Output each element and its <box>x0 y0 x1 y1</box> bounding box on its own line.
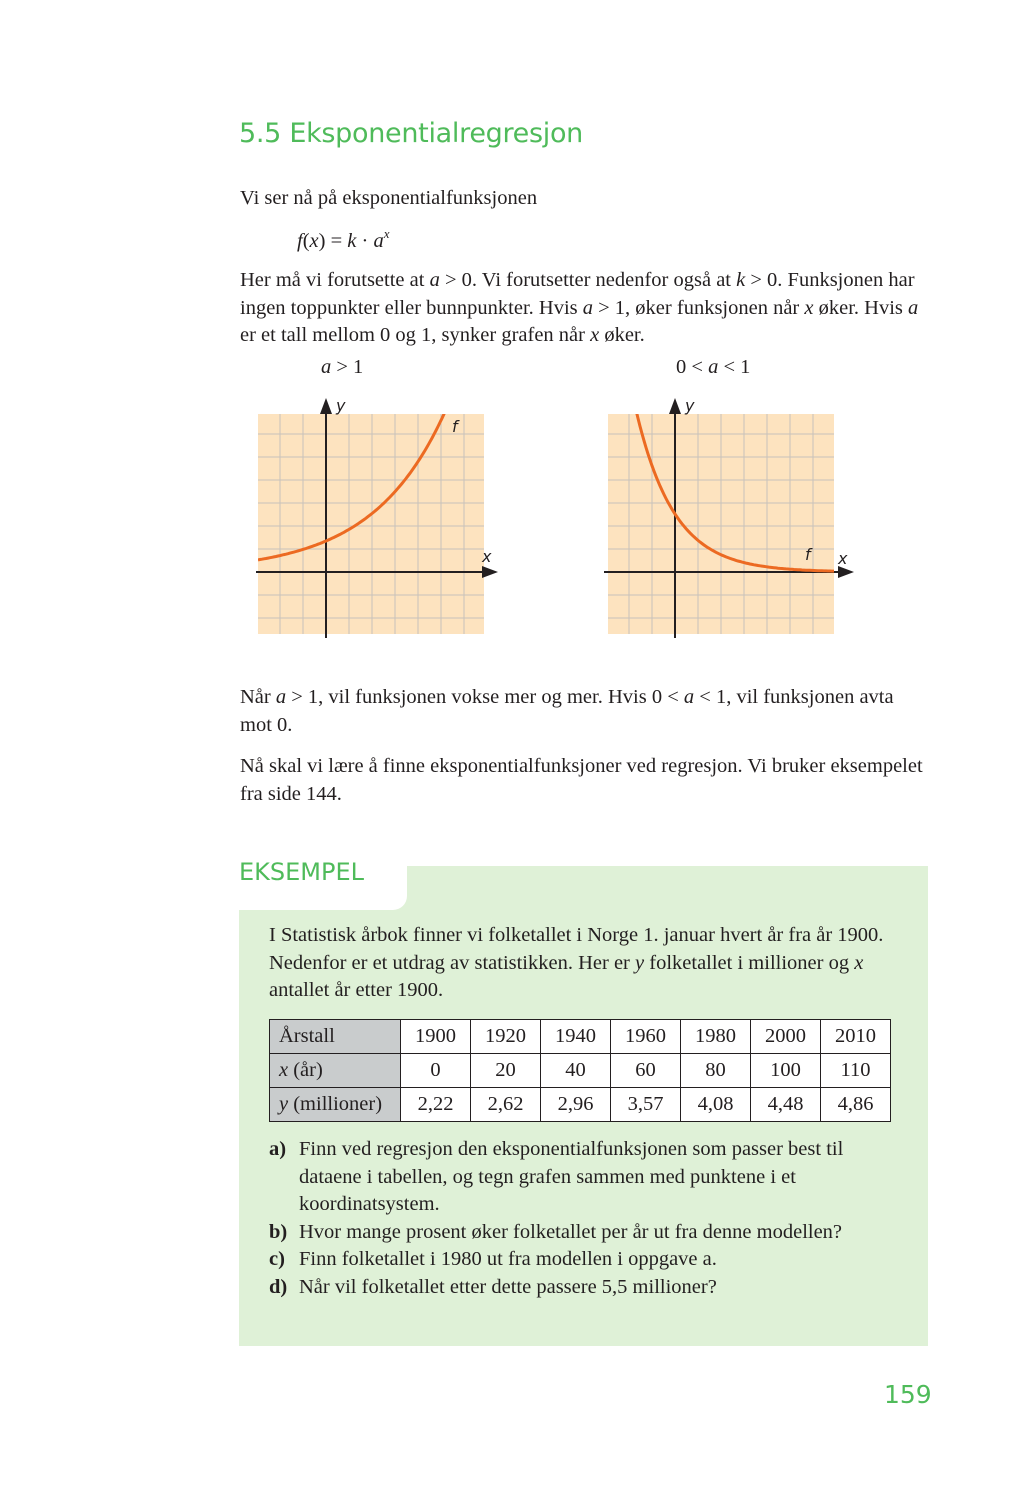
assumption-paragraph: Her må vi forutsette at a > 0. Vi forutsetter nedenfor også at k > 0. Funksjonen har ingen toppunkter eller bunnpunkter. Hvis a > 1, øker funksjonen når x øker. Hvis a er et tall mellom 0 og 1, synker grafen når x øker. <box>240 269 919 346</box>
row-header-y: y (millioner) <box>270 1088 401 1122</box>
table-cell: 4,86 <box>821 1088 891 1122</box>
task-a: a) Finn ved regresjon den eksponentialfunksjonen som passer best til dataene i tabellen, og tegn grafen sammen med punktene i et koordinatsystem. <box>269 1138 844 1215</box>
table-row <box>270 1088 891 1122</box>
table-cell: 4,48 <box>751 1088 821 1122</box>
example-text: I Statistisk årbok finner vi folketallet i Norge 1. januar hvert år fra år 1900. Nedenfor er et utdrag av statistikken. Her er y folketallet i millioner og x antallet år etter 1900. <box>269 924 884 1001</box>
y-axis-label: y <box>685 396 695 415</box>
population-table <box>269 1019 891 1122</box>
function-label: f <box>452 417 458 436</box>
intro-line: Vi ser nå på eksponentialfunksjonen <box>240 187 538 209</box>
condition-right: 0 < a < 1 <box>676 356 751 378</box>
y-axis-arrow <box>669 398 681 414</box>
page-number: 159 <box>884 1380 932 1409</box>
table-cell: 2000 <box>751 1020 821 1054</box>
table-cell: 4,08 <box>681 1088 751 1122</box>
task-b: b) Hvor mange prosent øker folketallet per år ut fra denne modellen? <box>269 1220 843 1243</box>
table-row <box>270 1054 891 1088</box>
graph-growth <box>250 392 510 648</box>
table-cell: 3,57 <box>611 1088 681 1122</box>
regression-intro-paragraph: Nå skal vi lære å finne eksponentialfunksjoner ved regresjon. Vi bruker eksempelet fra side 144. <box>240 755 923 805</box>
graph-decay <box>600 392 860 648</box>
table-cell: 0 <box>401 1054 471 1088</box>
table-cell: 60 <box>611 1054 681 1088</box>
table-cell: 1900 <box>401 1020 471 1054</box>
task-c: c) Finn folketallet i 1980 ut fra modellen i oppgave a. <box>269 1248 717 1270</box>
table-cell: 2,96 <box>541 1088 611 1122</box>
table-cell: 1920 <box>471 1020 541 1054</box>
example-title: EKSEMPEL <box>239 858 365 886</box>
table-cell: 20 <box>471 1054 541 1088</box>
table-cell: 40 <box>541 1054 611 1088</box>
growth-paragraph: Når a > 1, vil funksjonen vokse mer og mer. Hvis 0 < a < 1, vil funksjonen avta mot 0. <box>240 686 894 736</box>
row-header-x: x (år) <box>270 1054 401 1088</box>
table-cell: 2,62 <box>471 1088 541 1122</box>
task-list <box>269 1136 899 1301</box>
table-cell: 2010 <box>821 1020 891 1054</box>
y-axis-label: y <box>336 396 346 415</box>
table-cell: 110 <box>821 1054 891 1088</box>
table-cell: 2,22 <box>401 1088 471 1122</box>
task-d: d) Når vil folketallet etter dette passere 5,5 millioner? <box>269 1275 717 1298</box>
x-axis-arrow <box>482 566 498 578</box>
condition-left: a > 1 <box>321 356 364 378</box>
table-cell: 100 <box>751 1054 821 1088</box>
formula: $f(x) = k \cdot a^x$ <box>297 226 390 252</box>
table-row <box>270 1020 891 1054</box>
x-axis-label: x <box>482 547 492 566</box>
section-title: 5.5 Eksponentialregresjon <box>239 118 583 149</box>
y-axis-arrow <box>320 398 332 414</box>
row-header-year: Årstall <box>270 1020 401 1054</box>
x-axis-label: x <box>838 549 848 568</box>
table-cell: 1940 <box>541 1020 611 1054</box>
table-cell: 1980 <box>681 1020 751 1054</box>
grid-background <box>258 414 484 634</box>
table-cell: 80 <box>681 1054 751 1088</box>
function-label: f <box>805 545 811 564</box>
table-cell: 1960 <box>611 1020 681 1054</box>
